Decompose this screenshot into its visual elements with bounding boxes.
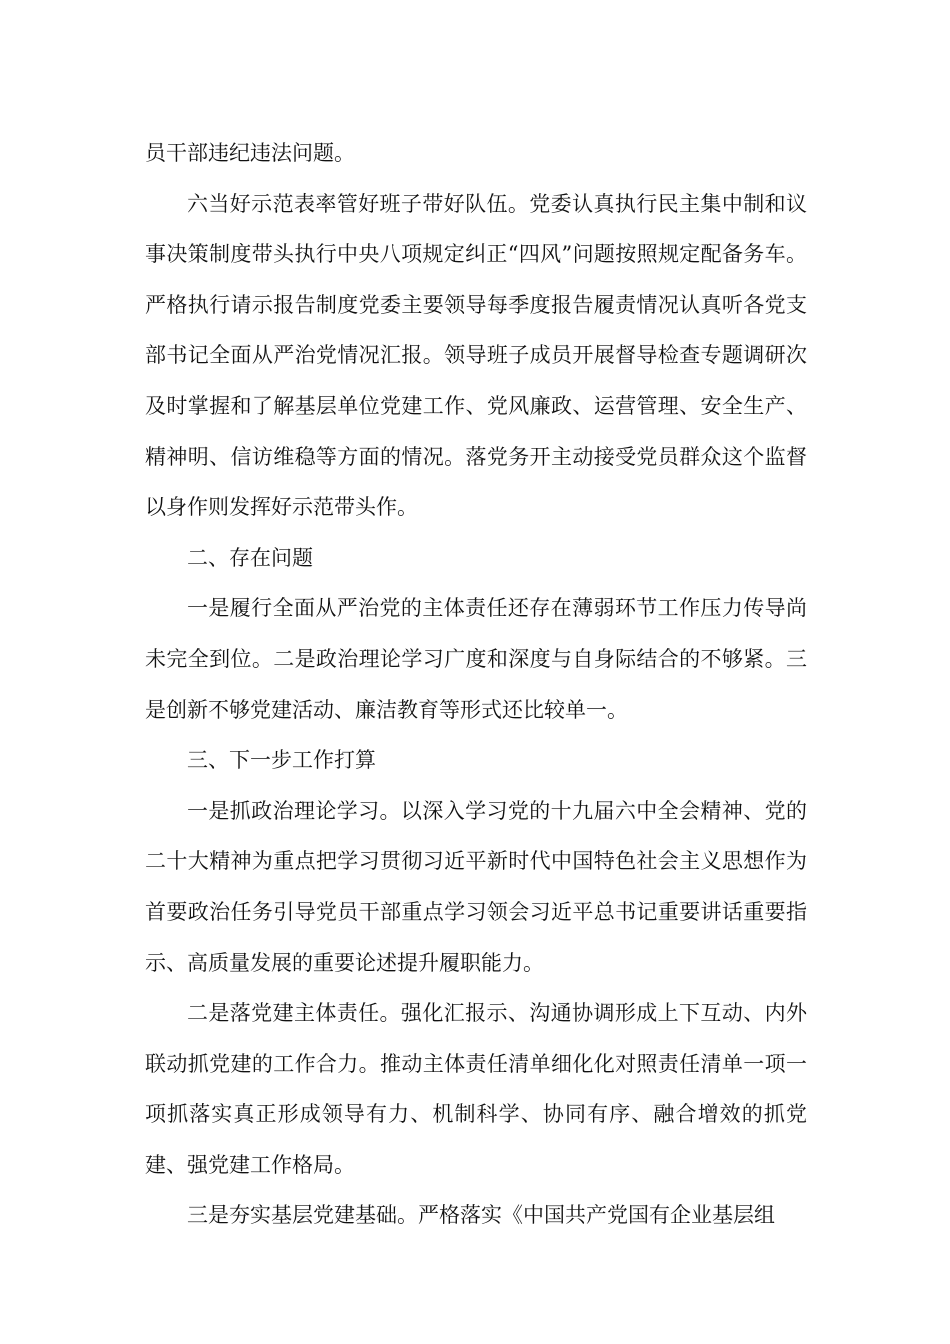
paragraph-leadership-example: 六当好示范表率管好班子带好队伍。党委认真执行民主集中制和议事决策制度带头执行中央八项规定纠正“四风”问题按照规定配备务车。严格执行请示报告制度党委主要领导每季度报告履责情况认真听各党支部书记全面从严治党情况汇报。领导班子成员开展督导检查专题调研次及时掌握和了解基层单位党建工作、党风廉政、运营管理、安全生产、精神明、信访维稳等方面的情况。落党务开主动接受党员群众这个监督以身作则发挥好示范带头作。: [145, 191, 807, 520]
document-body: [145, 128, 807, 1241]
section-heading-next-steps: 三、下一步工作打算: [187, 748, 376, 773]
section-heading-problems: 二、存在问题: [187, 545, 313, 570]
paragraph-grassroots-foundation: 三是夯实基层党建基础。严格落实《中国共产党国有企业基层组: [187, 1203, 775, 1228]
paragraph-problems: 一是履行全面从严治党的主体责任还存在薄弱环节工作压力传导尚未完全到位。二是政治理论学习广度和深度与自身际结合的不够紧。三是创新不够党建活动、廉洁教育等形式还比较单一。: [145, 596, 807, 722]
paragraph-continuation: 员干部违纪违法问题。: [145, 141, 355, 165]
paragraph-party-responsibility: 二是落党建主体责任。强化汇报示、沟通协调形成上下互动、内外联动抓党建的工作合力。推动主体责任清单细化化对照责任清单一项一项抓落实真正形成领导有力、机制科学、协同有序、融合增效的抓党建、强党建工作格局。: [145, 1001, 807, 1177]
paragraph-theory-study: 一是抓政治理论学习。以深入学习党的十九届六中全会精神、党的二十大精神为重点把学习贯彻习近平新时代中国特色社会主义思想作为首要政治任务引导党员干部重点学习领会习近平总书记重要讲话重要指示、高质量发展的重要论述提升履职能力。: [145, 798, 807, 975]
